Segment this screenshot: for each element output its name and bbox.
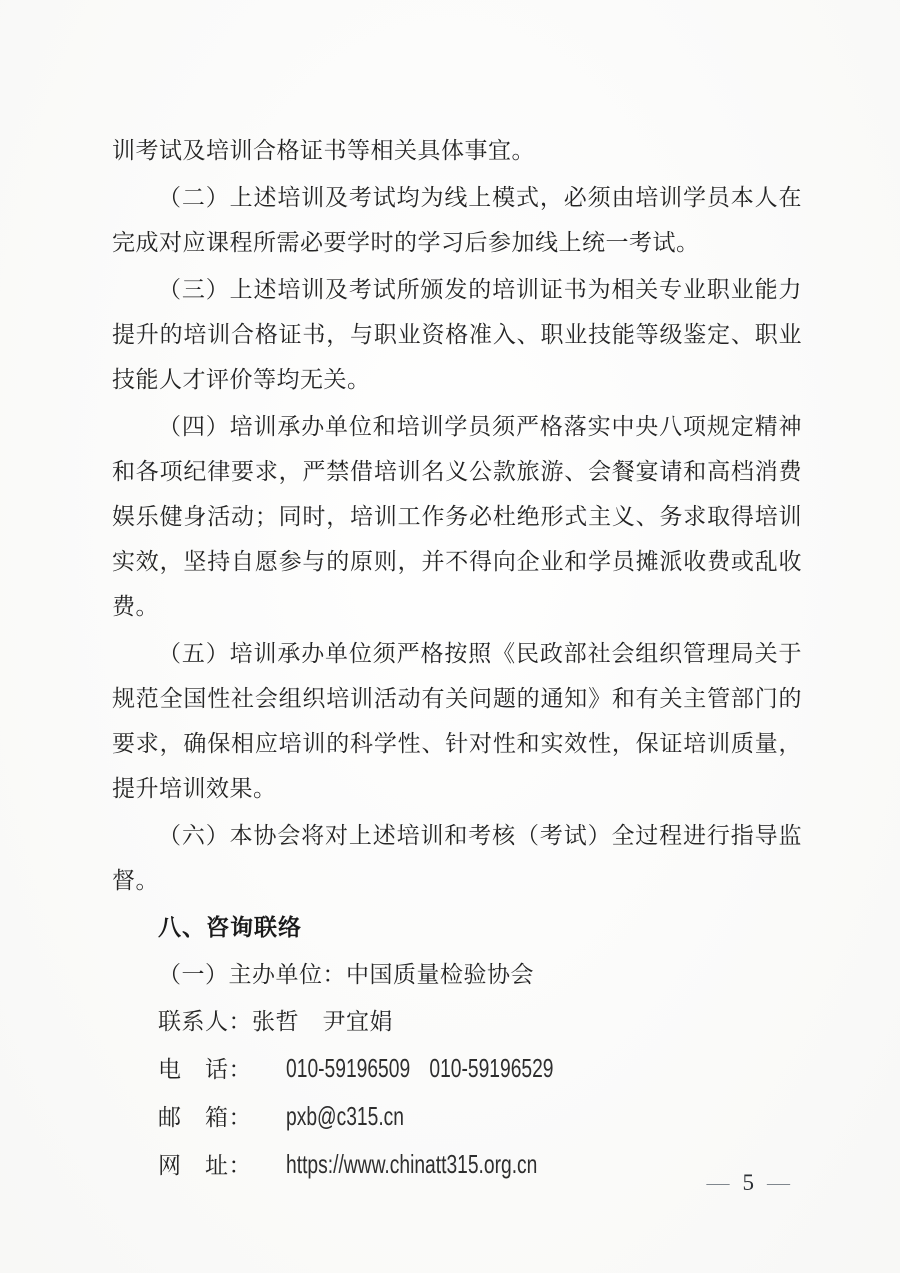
page-footer — [707, 1168, 791, 1198]
paragraph-item-4: （四）培训承办单位和培训学员须严格落实中央八项规定精神和各项纪律要求，严禁借培训名义公款旅游、会餐宴请和高档消费娱乐健身活动；同时，培训工作务必杜绝形式主义、务求取得培训实效，坚持自愿参与的原则，并不得向企业和学员摊派收费或乱收费。 — [112, 414, 802, 619]
contact-label-website: 网 址： — [158, 1153, 252, 1178]
contact-row-website — [112, 1142, 802, 1188]
contact-value-person: 张哲 尹宜娟 — [252, 1009, 393, 1034]
contact-row-phone — [112, 1046, 802, 1092]
paragraph-item-2: （二）上述培训及考试均为线上模式，必须由培训学员本人在完成对应课程所需必要学时的学习后参加线上统一考试。 — [112, 185, 802, 255]
page-number: 5 — [742, 1170, 754, 1195]
contact-row-email — [112, 1094, 802, 1140]
contact-row-person — [112, 999, 802, 1044]
contact-value-phone: 010-59196509 010-59196529 — [286, 1053, 554, 1083]
contact-label-email: 邮 箱： — [158, 1105, 252, 1130]
document-body — [112, 126, 802, 1190]
contact-label-person: 联系人： — [158, 1009, 252, 1034]
contact-value-email: pxb@c315.cn — [286, 1101, 404, 1131]
contact-value-website: https://www.chinatt315.org.cn — [286, 1149, 538, 1179]
contact-label-phone: 电 话： — [158, 1057, 252, 1082]
footer-right-dash: — — [767, 1173, 790, 1192]
organizer-line: （一）主办单位：中国质量检验协会 — [158, 962, 534, 987]
paragraph-item-5: （五）培训承办单位须严格按照《民政部社会组织管理局关于规范全国性社会组织培训活动有关问题的通知》和有关主管部门的要求，确保相应培训的科学性、针对性和实效性，保证培训质量，提升培训效果。 — [112, 641, 802, 801]
section-heading-contact: 八、咨询联络 — [158, 914, 302, 940]
paragraph-continuation: 训考试及培训合格证书等相关具体事宜。 — [112, 138, 535, 163]
paragraph-item-3: （三）上述培训及考试所颁发的培训证书为相关专业职业能力提升的培训合格证书，与职业资格准入、职业技能等级鉴定、职业技能人才评价等均无关。 — [112, 277, 802, 392]
paragraph-item-6: （六）本协会将对上述培训和考核（考试）全过程进行指导监督。 — [112, 823, 802, 893]
footer-left-dash: — — [706, 1173, 730, 1192]
